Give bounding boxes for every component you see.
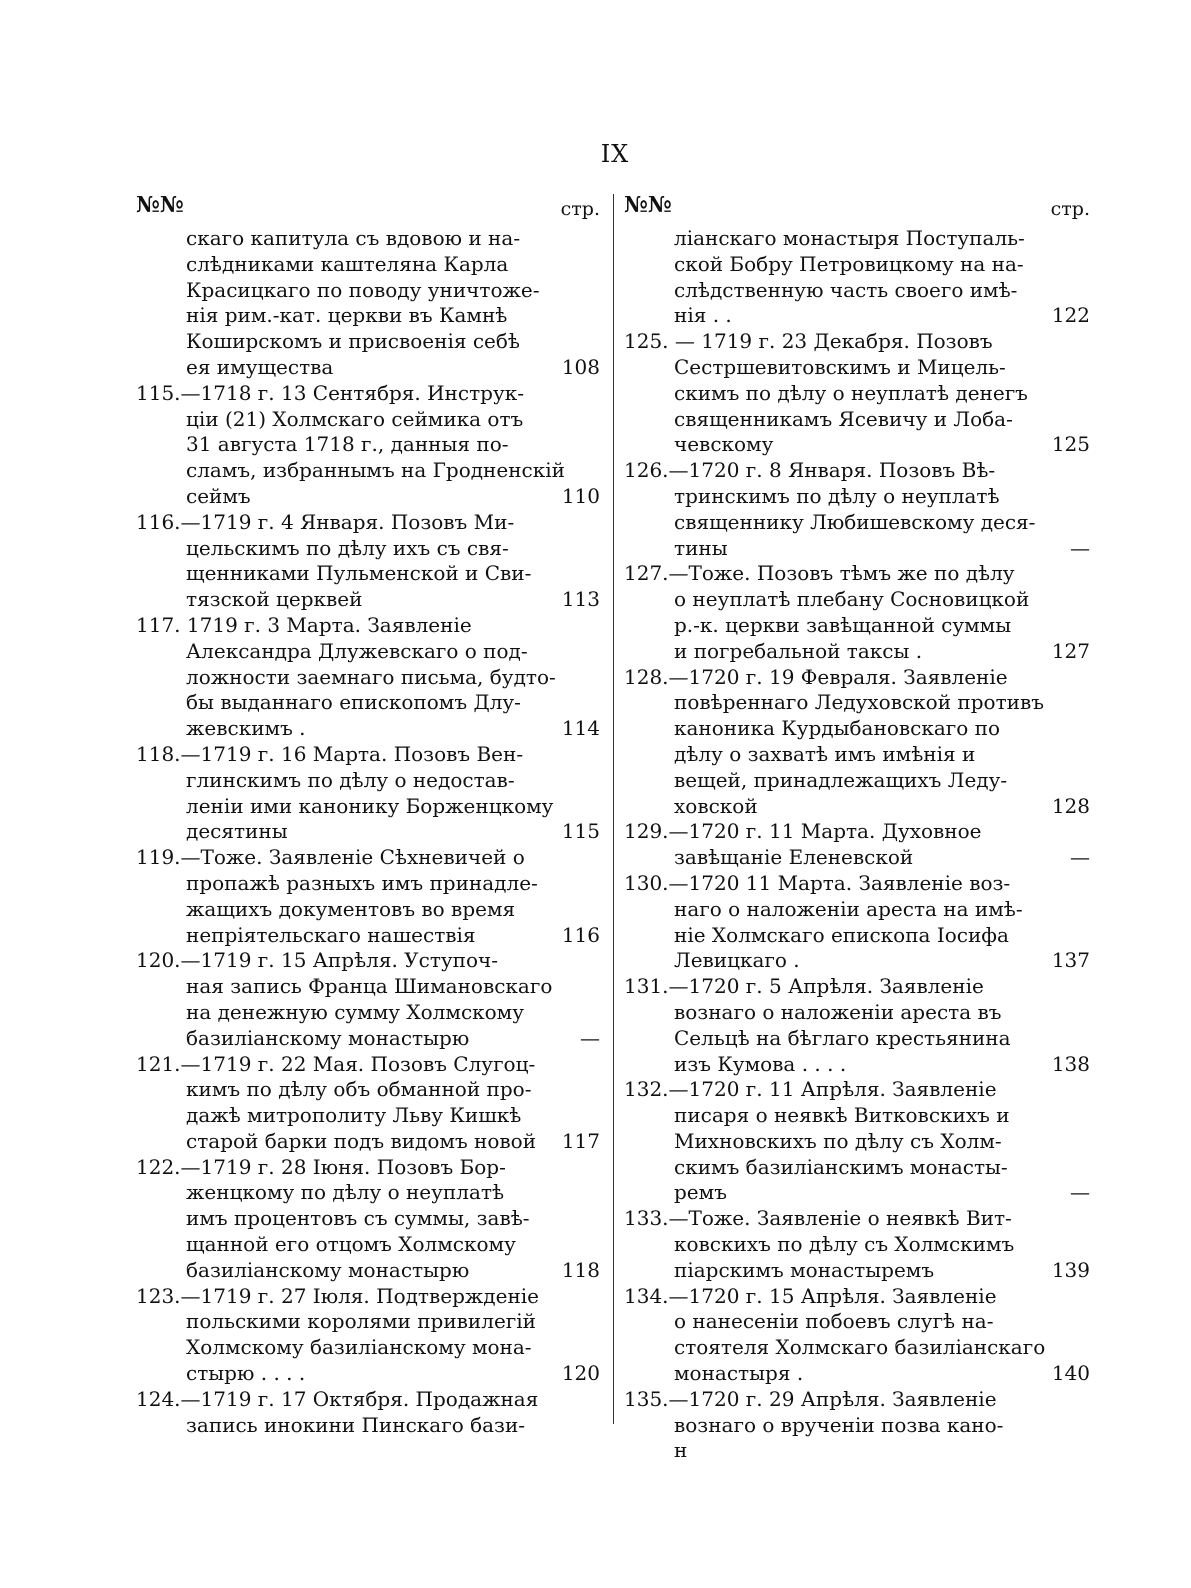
index-line <box>136 536 600 562</box>
entry-text: цельскимъ по дѣлу ихъ съ свя- <box>186 535 509 560</box>
entry-page: 108 <box>561 354 600 379</box>
index-line <box>136 1361 600 1387</box>
index-line <box>624 1103 1090 1129</box>
entry-page: 137 <box>1051 948 1090 973</box>
entry-page: 139 <box>1051 1257 1090 1282</box>
entry-text: ковскихъ по дѣлу съ Холмскимъ <box>674 1232 1015 1257</box>
entry-text: Коширскомъ и присвоенія себѣ <box>186 329 520 354</box>
index-line <box>136 1155 600 1181</box>
entry-text: 118.—1719 г. 16 Марта. Позовъ Вен- <box>136 741 524 766</box>
entry-text: 131.—1720 г. 5 Апрѣля. Заявленіе <box>624 974 984 999</box>
index-line <box>624 768 1090 794</box>
index-line <box>624 1129 1090 1155</box>
entry-page: — <box>1070 845 1090 870</box>
index-line <box>136 1309 600 1335</box>
entry-text: завѣщаніе Еленевской <box>674 845 914 870</box>
entry-text: ея имущества <box>186 354 334 379</box>
entry-text: слѣдниками каштеляна Карла <box>186 251 509 276</box>
entry-text: Красицкаго по поводу уничтоже- <box>186 277 540 302</box>
entry-text: 119.—Тоже. Заявленіе Сѣхневичей о <box>136 845 525 870</box>
entry-page: 114 <box>561 716 600 741</box>
entry-text: нія рим.-кат. церкви въ Камнѣ <box>186 303 508 328</box>
entry-text: изъ Кумова . . . . <box>674 1051 847 1076</box>
index-line <box>624 613 1090 639</box>
page-number: IX <box>600 140 630 168</box>
left-column <box>136 192 600 1438</box>
index-line <box>624 639 1090 665</box>
index-line <box>136 561 600 587</box>
index-line <box>624 1000 1090 1026</box>
index-line <box>624 794 1090 820</box>
entry-text: дажѣ митрополиту Льву Кишкѣ <box>186 1103 522 1128</box>
entry-text: десятины <box>186 819 288 844</box>
index-line <box>136 329 600 355</box>
index-line <box>136 690 600 716</box>
entry-text: писаря о неявкѣ Витковскихъ и <box>674 1103 1010 1128</box>
entry-page: — <box>1070 1180 1090 1205</box>
index-line <box>624 1361 1090 1387</box>
entry-page: — <box>1070 535 1090 560</box>
entry-text: Левицкаго . <box>674 948 800 973</box>
index-line <box>136 923 600 949</box>
index-line <box>624 226 1090 252</box>
index-line <box>136 819 600 845</box>
entry-text: ная запись Франца Шимановскаго <box>186 974 553 999</box>
entry-text: и погребальной таксы . <box>674 638 923 663</box>
entry-text: скаго капитула съ вдовою и на- <box>186 226 521 250</box>
index-line <box>624 742 1090 768</box>
page-label: стр. <box>560 198 600 220</box>
entry-text: 122.—1719 г. 28 Іюня. Позовъ Бор- <box>136 1154 506 1179</box>
entry-page: 120 <box>561 1361 600 1386</box>
index-line <box>136 484 600 510</box>
index-line <box>136 1077 600 1103</box>
index-line <box>136 432 600 458</box>
index-line <box>624 1284 1090 1310</box>
entry-text: 31 августа 1718 г., данныя по- <box>186 432 509 457</box>
index-line <box>136 1258 600 1284</box>
number-label: №№ <box>624 192 672 218</box>
left-entries <box>136 226 600 1438</box>
entry-page: 113 <box>561 587 600 612</box>
entry-text: тины <box>674 535 728 560</box>
index-line <box>624 1077 1090 1103</box>
entry-text: базиліанскому монастырю <box>186 1025 470 1050</box>
index-line <box>624 1438 1090 1464</box>
entry-text: сламъ, избраннымъ на Гродненскій <box>186 458 565 483</box>
entry-text: Александра Длужевскаго о под- <box>186 638 528 663</box>
index-line <box>624 355 1090 381</box>
entry-text: сеймъ <box>186 483 251 508</box>
index-line <box>136 768 600 794</box>
index-line <box>136 871 600 897</box>
entry-text: 132.—1720 г. 11 Апрѣля. Заявленіе <box>624 1077 997 1102</box>
index-line <box>136 1335 600 1361</box>
index-line <box>624 1206 1090 1232</box>
entry-text: піарскимъ монастыремъ <box>674 1257 935 1282</box>
index-line <box>624 665 1090 691</box>
entry-text: 121.—1719 г. 22 Мая. Позовъ Слугоц- <box>136 1051 536 1076</box>
entry-text: 128.—1720 г. 19 Февраля. Заявленіе <box>624 664 1008 689</box>
index-line <box>136 1284 600 1310</box>
entry-text: запись инокини Пинскаго бази- <box>186 1412 526 1437</box>
entry-text: польскими королями привилегій <box>186 1309 536 1334</box>
index-line <box>624 1026 1090 1052</box>
index-line <box>136 716 600 742</box>
index-line <box>136 587 600 613</box>
entry-text: жащихъ документовъ во время <box>186 896 516 921</box>
entry-text: ціи (21) Холмскаго сеймика отъ <box>186 406 524 431</box>
index-line <box>624 432 1090 458</box>
index-line <box>136 1103 600 1129</box>
index-line <box>624 690 1090 716</box>
index-line <box>136 794 600 820</box>
index-line <box>624 484 1090 510</box>
entry-text: дѣлу о захватѣ имъ имѣнія и <box>674 741 976 766</box>
entry-page: 127 <box>1051 638 1090 663</box>
index-line <box>136 948 600 974</box>
index-line <box>136 1026 600 1052</box>
entry-text: щанной его отцомъ Холмскому <box>186 1232 516 1257</box>
column-divider <box>613 194 614 1424</box>
entry-text: Сельцѣ на бѣглаго крестьянина <box>674 1025 1011 1050</box>
entry-text: тязской церквей <box>186 587 363 612</box>
entry-text: 116.—1719 г. 4 Января. Позовъ Ми- <box>136 509 515 534</box>
entry-text: тринскимъ по дѣлу о неуплатѣ <box>674 483 1000 508</box>
entry-text: старой барки подъ видомъ новой <box>186 1128 537 1153</box>
entry-text: 134.—1720 г. 15 Апрѣля. Заявленіе <box>624 1283 997 1308</box>
entry-text: ложности заемнаго письма, будто- <box>186 664 556 689</box>
entry-text: о нанесеніи побоевъ слугѣ на- <box>674 1309 994 1334</box>
entry-text: чевскому <box>674 432 774 457</box>
index-line <box>136 845 600 871</box>
index-line <box>624 897 1090 923</box>
entry-text: 117. 1719 г. 3 Марта. Заявленіе <box>136 612 472 637</box>
entry-text: 133.—Тоже. Заявленіе о неявкѣ Вит- <box>624 1206 1012 1231</box>
entry-text: 130.—1720 11 Марта. Заявленіе воз- <box>624 870 1011 895</box>
index-line <box>624 1387 1090 1413</box>
entry-text: 124.—1719 г. 17 Октября. Продажная <box>136 1386 539 1411</box>
entry-text: 126.—1720 г. 8 Января. Позовъ Вѣ- <box>624 458 996 483</box>
entry-text: Сестршевитовскимъ и Мицель- <box>674 354 1006 379</box>
index-line <box>624 716 1090 742</box>
entry-page: 117 <box>561 1128 600 1153</box>
right-entries <box>624 226 1090 1464</box>
entry-page: 118 <box>561 1257 600 1282</box>
index-line <box>136 897 600 923</box>
entry-page: 110 <box>561 483 600 508</box>
index-line <box>136 742 600 768</box>
entry-text: каноника Курдыбановскаго по <box>674 716 1000 741</box>
entry-page: 116 <box>561 922 600 947</box>
entry-text: скимъ базиліанскимъ монасты- <box>674 1154 1008 1179</box>
entry-text: имъ процентовъ съ суммы, завѣ- <box>186 1206 530 1231</box>
entry-text: ремъ <box>674 1180 727 1205</box>
index-line <box>624 587 1090 613</box>
entry-page: 128 <box>1051 793 1090 818</box>
entry-text: на денежную сумму Холмскому <box>186 999 525 1024</box>
entry-text: пропажѣ разныхъ имъ принадле- <box>186 870 538 895</box>
index-line <box>624 536 1090 562</box>
entry-text: священникамъ Ясевичу и Лоба- <box>674 406 1013 431</box>
index-line <box>136 252 600 278</box>
index-line <box>136 639 600 665</box>
index-line <box>624 819 1090 845</box>
index-line <box>136 1232 600 1258</box>
entry-text: скимъ по дѣлу о неуплатѣ денегъ <box>674 380 1028 405</box>
entry-text: н <box>674 1438 688 1463</box>
entry-text: 129.—1720 г. 11 Марта. Духовное <box>624 819 982 844</box>
index-line <box>624 278 1090 304</box>
entry-page: 115 <box>561 819 600 844</box>
index-line <box>136 407 600 433</box>
entry-text: Михновскихъ по дѣлу съ Холм- <box>674 1128 1002 1153</box>
entry-page: 138 <box>1051 1051 1090 1076</box>
entry-text: 135.—1720 г. 29 Апрѣля. Заявленіе <box>624 1386 997 1411</box>
entry-text: ской Бобру Петровицкому на на- <box>674 251 1024 276</box>
entry-text: щенниками Пульменской и Сви- <box>186 561 532 586</box>
index-line <box>624 1258 1090 1284</box>
entry-text: 115.—1718 г. 13 Сентября. Инструк- <box>136 380 524 405</box>
index-line <box>624 974 1090 1000</box>
index-line <box>624 1052 1090 1078</box>
entry-text: базиліанскому монастырю <box>186 1257 470 1282</box>
entry-page: 140 <box>1051 1361 1090 1386</box>
index-line <box>624 252 1090 278</box>
index-line <box>624 407 1090 433</box>
entry-text: Холмскому базиліанскому мона- <box>186 1335 532 1360</box>
entry-text: ховской <box>674 793 758 818</box>
index-line <box>136 355 600 381</box>
entry-text: бы выданнаго епископомъ Длу- <box>186 690 521 715</box>
entry-text: монастыря . <box>674 1361 804 1386</box>
entry-text: кимъ по дѣлу объ обманной про- <box>186 1077 532 1102</box>
entry-text: стырю . . . . <box>186 1361 306 1386</box>
index-line <box>136 510 600 536</box>
index-line <box>624 1309 1090 1335</box>
entry-text: 127.—Тоже. Позовъ тѣмъ же по дѣлу <box>624 561 1015 586</box>
entry-text: ніе Холмскаго епископа Іосифа <box>674 922 1009 947</box>
entry-text: леніи ими канонику Борженцкому <box>186 793 554 818</box>
entry-text: слѣдственную часть своего имѣ- <box>674 277 1018 302</box>
entry-text: непріятельскаго нашествія <box>186 922 476 947</box>
entry-text: стоятеля Холмскаго базиліанскаго <box>674 1335 1046 1360</box>
index-line <box>624 1155 1090 1181</box>
index-line <box>136 1387 600 1413</box>
entry-text: вещей, принадлежащихъ Леду- <box>674 767 1008 792</box>
right-column <box>624 192 1090 1464</box>
index-line <box>136 974 600 1000</box>
index-line <box>136 613 600 639</box>
index-line <box>624 948 1090 974</box>
index-line <box>624 1335 1090 1361</box>
index-line <box>624 329 1090 355</box>
entry-text: нія . . <box>674 303 732 328</box>
index-line <box>136 458 600 484</box>
index-line <box>624 923 1090 949</box>
index-line <box>136 381 600 407</box>
entry-text: о неуплатѣ плебану Сосновицкой <box>674 587 1030 612</box>
index-line <box>624 303 1090 329</box>
index-line <box>624 871 1090 897</box>
index-line <box>136 278 600 304</box>
index-line <box>624 1413 1090 1439</box>
right-column-header <box>624 192 1090 226</box>
entry-text: глинскимъ по дѣлу о недостав- <box>186 767 515 792</box>
index-line <box>624 1180 1090 1206</box>
index-line <box>624 458 1090 484</box>
index-line <box>136 303 600 329</box>
entry-text: жевскимъ . <box>186 716 306 741</box>
index-line <box>136 665 600 691</box>
index-line <box>624 561 1090 587</box>
page-label: стр. <box>1050 198 1090 220</box>
entry-text: р.-к. церкви завѣщанной суммы <box>674 612 1012 637</box>
entry-text: 123.—1719 г. 27 Іюля. Подтвержденіе <box>136 1283 540 1308</box>
index-line <box>624 1232 1090 1258</box>
index-line <box>136 1052 600 1078</box>
entry-text: 120.—1719 г. 15 Апрѣля. Уступоч- <box>136 948 499 973</box>
index-line <box>136 1206 600 1232</box>
index-line <box>624 845 1090 871</box>
index-line <box>136 1180 600 1206</box>
entry-text: ліанскаго монастыря Поступаль- <box>674 226 1025 250</box>
entry-page: 122 <box>1051 303 1090 328</box>
entry-text: наго о наложеніи ареста на имѣ- <box>674 896 1023 921</box>
entry-text: вознаго о врученіи позва кано- <box>674 1412 1004 1437</box>
index-line <box>136 1129 600 1155</box>
index-line <box>136 226 600 252</box>
entry-text: повѣреннаго Ледуховской противъ <box>674 690 1044 715</box>
entry-text: священнику Любишевскому деся- <box>674 509 1036 534</box>
entry-page: — <box>580 1025 600 1050</box>
entry-text: женцкому по дѣлу о неуплатѣ <box>186 1180 504 1205</box>
entry-page: 125 <box>1051 432 1090 457</box>
entry-text: вознаго о наложеніи ареста въ <box>674 999 1002 1024</box>
index-line <box>136 1000 600 1026</box>
number-label: №№ <box>136 192 184 218</box>
index-line <box>136 1413 600 1439</box>
left-column-header <box>136 192 600 226</box>
index-line <box>624 381 1090 407</box>
entry-text: 125. — 1719 г. 23 Декабря. Позовъ <box>624 329 993 354</box>
index-line <box>624 510 1090 536</box>
